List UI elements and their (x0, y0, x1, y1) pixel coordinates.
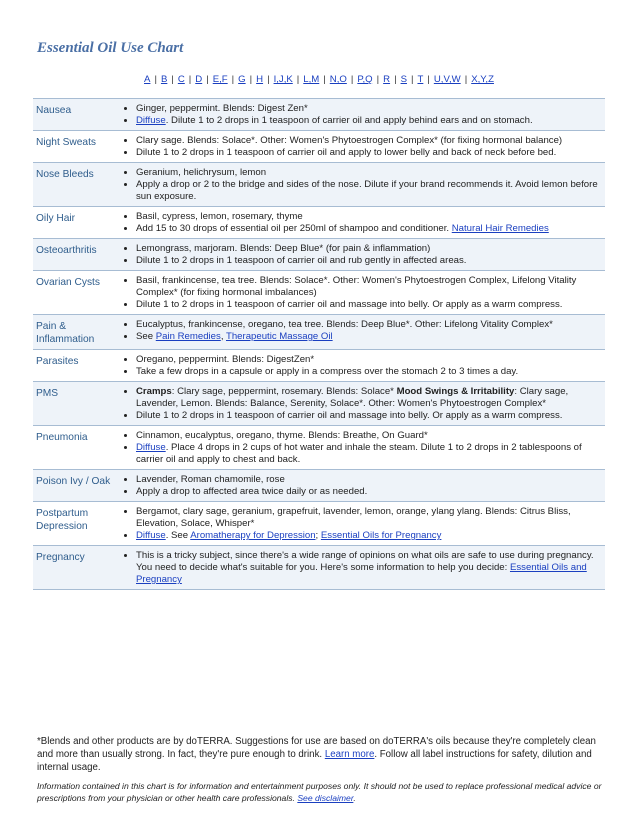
separator: | (171, 74, 174, 85)
text-segment: : Clary sage, peppermint, rosemary. Blends: Solace* (171, 386, 397, 397)
bold-label: Mood Swings & Irritability (396, 386, 515, 397)
alpha-link[interactable]: X,Y,Z (471, 74, 494, 85)
condition-details (116, 99, 605, 131)
text-segment: . Place 4 drops in 2 cups of hot water and inhale the steam. Dilute 1 to 2 drops in 2 tablespoons of carrier oil and apply to chest and back. (136, 442, 582, 465)
text-segment: Cinnamon, eucalyptus, oregano, thyme. Blends: Breathe, On Guard* (136, 430, 428, 441)
text-segment: Geranium, helichrysum, lemon (136, 167, 267, 178)
text-segment: Clary sage. Blends: Solace*. Other: Women's Phytoestrogen Complex* (for fixing hormonal balance) (136, 135, 563, 146)
alpha-link[interactable]: T (417, 74, 424, 85)
text-segment: , (220, 331, 226, 342)
text-segment: Apply a drop or 2 to the bridge and sides of the nose. Dilute if your brand recommends it. Avoid lemon before sun exposure. (136, 179, 598, 202)
condition-details (116, 502, 605, 546)
table-row (33, 470, 605, 502)
separator: | (410, 74, 414, 85)
list-item (136, 115, 601, 127)
condition-details (116, 470, 605, 502)
text-segment: ; (315, 530, 321, 541)
list-item (136, 442, 601, 466)
condition-name: Osteoarthritis (33, 239, 116, 271)
text-segment: : Clary sage, Lavender, Lemon. Blends: Balance, Serenity, Solace*. Other: Women's Phytoestrogen Complex* (136, 386, 569, 409)
reference-link[interactable]: Pain Remedies (155, 331, 221, 342)
text-segment: Dilute 1 to 2 drops in 1 teaspoon of carrier oil and massage into belly. Or apply as a warm compress. (136, 299, 563, 310)
list-item (136, 211, 601, 223)
condition-name: Night Sweats (33, 131, 116, 163)
condition-details (116, 131, 605, 163)
list-item (136, 486, 601, 498)
page-title: Essential Oil Use Chart (37, 40, 184, 56)
list-item (136, 530, 601, 542)
separator: | (267, 74, 270, 85)
reference-link[interactable]: Diffuse (136, 442, 166, 453)
text-segment: See (136, 331, 156, 342)
alpha-link[interactable]: G (238, 74, 246, 85)
condition-name: Oily Hair (33, 207, 116, 239)
list-item (136, 223, 601, 235)
text-segment: Oregano, peppermint. Blends: DigestZen* (136, 354, 315, 365)
condition-details (116, 271, 605, 315)
condition-name: Postpartum Depression (33, 502, 116, 546)
condition-name: Nose Bleeds (33, 163, 116, 207)
list-item (136, 275, 601, 299)
condition-name: Pneumonia (33, 426, 116, 470)
text-segment: Ginger, peppermint. Blends: Digest Zen* (136, 103, 308, 114)
text-segment: Information contained in this chart is for information and entertainment purposes only. It should not be used to replace professional medical advice or prescriptions from your physician or other health care professionals. (37, 781, 602, 803)
alpha-link[interactable]: U,V,W (433, 74, 461, 85)
list-item (136, 103, 601, 115)
list-item (136, 243, 601, 255)
alpha-link[interactable]: D (195, 74, 203, 85)
list-item (136, 410, 601, 422)
alpha-link[interactable]: S (400, 74, 407, 85)
list-item (136, 474, 601, 486)
alpha-link[interactable]: A (144, 74, 151, 85)
text-segment: Add 15 to 30 drops of essential oil per 250ml of shampoo and conditioner. (136, 223, 452, 234)
reference-link[interactable]: Natural Hair Remedies (451, 223, 549, 234)
disclaimer (37, 780, 603, 804)
list-item (136, 135, 601, 147)
condition-details (116, 315, 605, 350)
oil-use-table (33, 98, 605, 590)
table-row (33, 163, 605, 207)
separator: | (394, 74, 397, 85)
reference-link[interactable]: Therapeutic Massage Oil (225, 331, 333, 342)
text-segment: Apply a drop to affected area twice daily or as needed. (136, 486, 368, 497)
list-item (136, 319, 601, 331)
alpha-link[interactable]: I,J,K (273, 74, 293, 85)
list-item (136, 179, 601, 203)
alpha-link[interactable]: C (177, 74, 185, 85)
text-segment: Eucalyptus, frankincense, oregano, tea tree. Blends: Deep Blue*. Other: Lifelong Vitality Complex* (136, 319, 553, 330)
alpha-link[interactable]: B (160, 74, 168, 85)
separator: | (154, 74, 157, 85)
separator: | (376, 74, 380, 85)
reference-link[interactable]: Learn more (324, 749, 375, 760)
text-segment: Basil, frankincense, tea tree. Blends: Solace*. Other: Women's Phytoestrogen Complex, Lifelong Vitality Complex* (for fixing hormonal imbalances) (136, 275, 577, 298)
separator: | (231, 74, 235, 85)
separator: | (296, 74, 300, 85)
alpha-link[interactable]: E,F (212, 74, 228, 85)
condition-details (116, 239, 605, 271)
alpha-link[interactable]: R (383, 74, 391, 85)
text-segment: . Follow all label instructions for safety, dilution and internal usage. (37, 749, 592, 773)
list-item (136, 299, 601, 311)
alpha-link[interactable]: P,Q (357, 74, 373, 85)
condition-details (116, 163, 605, 207)
reference-link[interactable]: Essential Oils and Pregnancy (136, 562, 587, 585)
table-row (33, 502, 605, 546)
list-item (136, 354, 601, 366)
table-row (33, 239, 605, 271)
table-row (33, 99, 605, 131)
list-item (136, 430, 601, 442)
separator: | (427, 74, 430, 85)
condition-details (116, 546, 605, 590)
list-item (136, 255, 601, 267)
reference-link[interactable]: Aromatherapy for Depression (190, 530, 316, 541)
separator: | (464, 74, 468, 85)
table-row (33, 271, 605, 315)
alpha-link[interactable]: H (256, 74, 264, 85)
list-item (136, 506, 601, 530)
list-item (136, 147, 601, 159)
condition-details (116, 350, 605, 382)
separator: | (188, 74, 192, 85)
reference-link[interactable]: See disclaimer (297, 793, 354, 803)
table-row (33, 382, 605, 426)
condition-name: Parasites (33, 350, 116, 382)
bold-label: Cramps (136, 386, 172, 397)
text-segment: Lemongrass, marjoram. Blends: Deep Blue* (for pain & inflammation) (136, 243, 431, 254)
text-segment: . See (165, 530, 191, 541)
condition-name: Nausea (33, 99, 116, 131)
condition-name: Pain & Inflammation (33, 315, 116, 350)
condition-details (116, 207, 605, 239)
table-row (33, 207, 605, 239)
alphabet-index (0, 74, 638, 85)
text-segment: Lavender, Roman chamomile, rose (136, 474, 285, 485)
text-segment: . (353, 793, 356, 803)
table-row (33, 546, 605, 590)
separator: | (249, 74, 253, 85)
reference-link[interactable]: Essential Oils for Pregnancy (320, 530, 442, 541)
text-segment: Take a few drops in a capsule or apply in a compress over the stomach 2 to 3 times a day. (136, 366, 519, 377)
list-item (136, 550, 601, 586)
separator: | (350, 74, 354, 85)
separator: | (206, 74, 209, 85)
alpha-link[interactable]: N,O (329, 74, 347, 85)
table-row (33, 315, 605, 350)
condition-name: Poison Ivy / Oak (33, 470, 116, 502)
alpha-link[interactable]: L,M (303, 74, 320, 85)
table-row (33, 426, 605, 470)
condition-name: Pregnancy (33, 546, 116, 590)
list-item (136, 386, 601, 410)
condition-details (116, 382, 605, 426)
table-row (33, 131, 605, 163)
text-segment: *Blends and other products are by doTERRA. Suggestions for use are based on doTERRA's oils because they're completely clean and more than usually strong. In fact, they're pure enough to drink. (37, 736, 596, 760)
text-segment: Basil, cypress, lemon, rosemary, thyme (136, 211, 303, 222)
separator: | (323, 74, 326, 85)
text-segment: This is a tricky subject, since there's a wide range of opinions on what oils are safe to use during pregnancy. You need to decide what's suitable for you. Here's some information to help you decide: (136, 550, 594, 573)
text-segment: Dilute 1 to 2 drops in 1 teaspoon of carrier oil and apply to lower belly and back of neck before bed. (136, 147, 557, 158)
reference-link[interactable]: Diffuse (136, 115, 166, 126)
text-segment: Dilute 1 to 2 drops in 1 teaspoon of carrier oil and massage into belly. Or apply as a warm compress. (136, 410, 563, 421)
condition-name: Ovarian Cysts (33, 271, 116, 315)
text-segment: Dilute 1 to 2 drops in 1 teaspoon of carrier oil and rub gently in affected areas. (136, 255, 467, 266)
footnote (37, 735, 603, 774)
list-item (136, 331, 601, 343)
text-segment: . Dilute 1 to 2 drops in 1 teaspoon of carrier oil and apply behind ears and on stomach. (165, 115, 533, 126)
text-segment: Bergamot, clary sage, geranium, grapefruit, lavender, lemon, orange, ylang ylang. Blends: Citrus Bliss, Elevation, Solace, Whisper* (136, 506, 571, 529)
table-row (33, 350, 605, 382)
list-item (136, 167, 601, 179)
list-item (136, 366, 601, 378)
condition-name: PMS (33, 382, 116, 426)
condition-details (116, 426, 605, 470)
reference-link[interactable]: Diffuse (136, 530, 166, 541)
